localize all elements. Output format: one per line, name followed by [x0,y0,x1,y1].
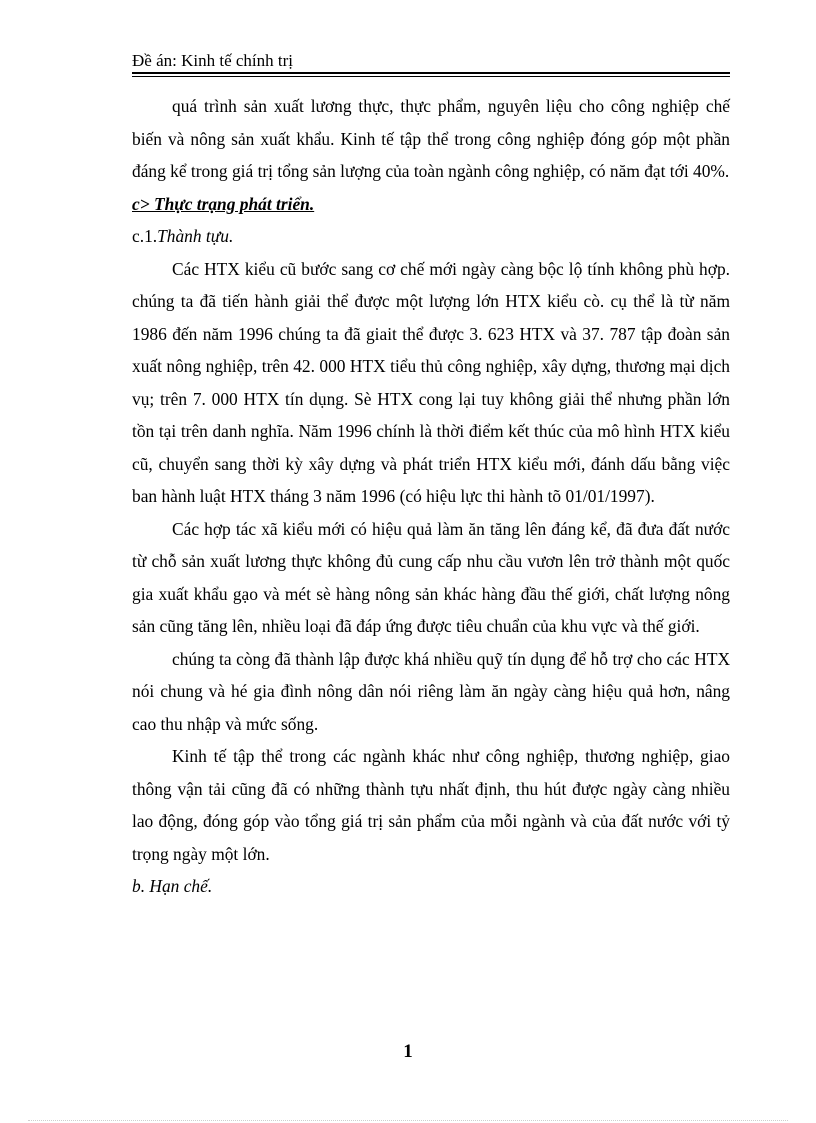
subsection-title: Thành tựu. [157,226,234,246]
paragraph-1: quá trình sản xuất lương thực, thực phẩm, nguyên liệu cho công nghiệp chế biến và nông sản xuất khẩu. Kinh tế tập thể trong công nghiệp đóng góp một phần đáng kể trong giá trị tổng sản lượng của toàn ngành công nghiệp, có năm đạt tới 40%. [132,96,730,181]
paragraph-2: Các HTX kiểu cũ bước sang cơ chế mới ngày càng bộc lộ tính không phù hợp. chúng ta đã tiến hành giải thể được một lượng lớn HTX kiểu cò. cụ thể là từ năm 1986 đến năm 1996 chúng ta đã giait thể được 3. 623 HTX và 37. 787 tập đoàn sản xuất nông nghiệp, trên 42. 000 HTX tiểu thủ công nghiệp, xây dựng, thương mại dịch vụ; trên 7. 000 HTX tín dụng. Sè HTX cong lại tuy không giải thể nhưng phần lớn tồn tại trên danh nghĩa. Năm 1996 chính là thời điểm kết thúc của mô hình HTX kiểu cũ, chuyển sang thời kỳ xây dựng và phát triển HTX kiểu mới, đánh dấu bằng việc ban hành luật HTX tháng 3 năm 1996 (có hiệu lực thi hành tõ 01/01/1997). [132,258,730,506]
subsection-heading [132,220,730,253]
paragraph-4: chúng ta còng đã thành lập được khá nhiều quỹ tín dụng để hỗ trợ cho các HTX nói chung và hé gia đình nông dân nói riêng làm ăn ngày càng hiệu quả hơn, nâng cao thu nhập và mức sống. [132,648,730,734]
header-title: Đề án: Kinh tế chính trị [132,51,293,70]
section-heading: c> Thực trạng phát triển. [132,193,315,214]
page-bottom-border [28,1120,788,1121]
page-header [132,50,730,72]
header-rule-thin [132,76,730,77]
page-number: 1 [403,1041,413,1062]
document-body [132,90,730,903]
subsection-heading-2: b. Hạn chế. [132,876,213,896]
paragraph-3: Các hợp tác xã kiểu mới có hiệu quả làm ăn tăng lên đáng kể, đã đưa đất nước từ chỗ sản xuất lương thực không đủ cung cấp nhu cầu vươn lên trở thành một quốc gia xuất khẩu gạo và mét sè hàng nông sản khác hàng đầu thế giới, chất lượng nông sản cũng tăng lên, nhiều loại đã đáp ứng được tiêu chuẩn của khu vực và thế giới. [132,518,730,636]
subsection-number: c.1. [132,226,158,246]
paragraph-5: Kinh tế tập thể trong các ngành khác như công nghiệp, thương nghiệp, giao thông vận tải cũng đã có những thành tựu nhất định, thu hút được ngày càng nhiều lao động, đóng góp vào tổng giá trị sản phẩm của mỗi ngành và của đất nước với tỷ trọng ngày một lớn. [132,746,730,864]
header-rule-thick [132,72,730,74]
